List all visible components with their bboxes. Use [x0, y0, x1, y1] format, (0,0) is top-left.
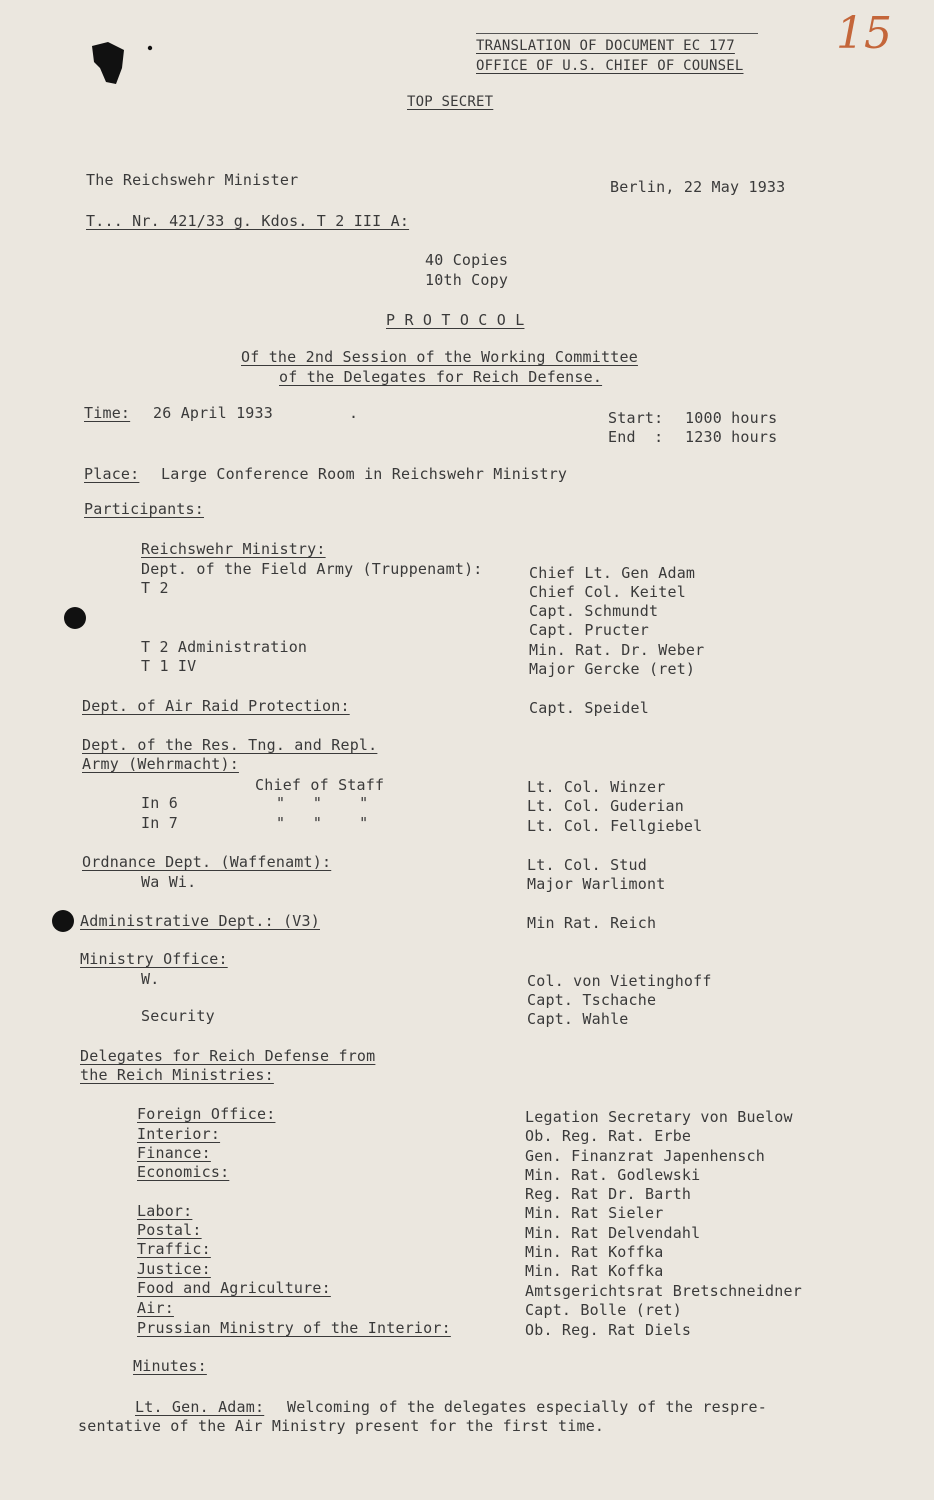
participants-label: Participants: [84, 500, 204, 518]
participant-name: Lt. Col. Guderian [527, 797, 684, 815]
reserve-label-2: Army (Wehrmacht): [82, 755, 239, 773]
title-sub-2: of the Delegates for Reich Defense. [279, 368, 603, 386]
ministry-label: Justice: [137, 1260, 211, 1278]
dept-field-army: Dept. of the Field Army (Truppenamt): [141, 560, 483, 578]
minutes-line-1: Welcoming of the delegates especially of the respre- [287, 1398, 767, 1416]
t2-label: T 2 [141, 579, 169, 597]
sender-from: The Reichswehr Minister [86, 171, 299, 189]
delegate-name: Reg. Rat Dr. Barth [525, 1185, 692, 1203]
participant-name: Capt. Tschache [527, 991, 657, 1009]
copies-count: 40 Copies [425, 251, 509, 269]
delegate-name: Gen. Finanzrat Japenhensch [525, 1147, 765, 1165]
delegate-name: Amtsgerichtsrat Bretschneidner [525, 1282, 802, 1300]
security-label: Security [141, 1007, 215, 1025]
minutes-label: Minutes: [133, 1357, 207, 1375]
delegate-name: Min. Rat Sieler [525, 1204, 664, 1222]
translation-line: TRANSLATION OF DOCUMENT EC 177 [476, 38, 735, 54]
place-label: Place: [84, 465, 140, 483]
delegates-heading-1: Delegates for Reich Defense from [80, 1047, 376, 1065]
minutes-line-2: sentative of the Air Ministry present for the first time. [78, 1417, 605, 1435]
participant-name: Major Warlimont [527, 875, 666, 893]
participant-name: Lt. Col. Stud [527, 856, 647, 874]
punch-hole [64, 607, 86, 629]
ministry-label: Finance: [137, 1144, 211, 1162]
chief-of-staff: Chief of Staff [255, 776, 385, 794]
in7-label: In 7 [141, 814, 178, 832]
participant-name: Lt. Col. Fellgiebel [527, 817, 703, 835]
delegate-name: Min. Rat Koffka [525, 1243, 664, 1261]
header-top-rule [476, 33, 758, 34]
ditto-marks: " " " [276, 794, 369, 812]
ministry-label: Foreign Office: [137, 1105, 276, 1123]
ordnance-label: Ordnance Dept. (Waffenamt): [82, 853, 332, 871]
reserve-label-1: Dept. of the Res. Tng. and Repl. [82, 736, 378, 754]
participant-name: Capt. Pructer [529, 621, 649, 639]
ministry-office-label: Ministry Office: [80, 950, 228, 968]
participant-name: Col. von Vietinghoff [527, 972, 712, 990]
place-date: Berlin, 22 May 1933 [610, 178, 786, 196]
end-label: End : [608, 428, 664, 446]
participant-name: Capt. Wahle [527, 1010, 629, 1028]
air-raid-label: Dept. of Air Raid Protection: [82, 697, 350, 715]
ministry-office-sub: W. [141, 970, 160, 988]
copy-number: 10th Copy [425, 271, 509, 289]
reference-number: T... Nr. 421/33 g. Kdos. T 2 III A: [86, 212, 410, 230]
participant-name: Chief Lt. Gen Adam [529, 564, 696, 582]
t1-iv-label: T 1 IV [141, 657, 197, 675]
participant-name: Lt. Col. Winzer [527, 778, 666, 796]
end-value: 1230 hours [685, 428, 778, 446]
title-sub-1: Of the 2nd Session of the Working Committee [241, 348, 638, 366]
delegate-name: Ob. Reg. Rat. Erbe [525, 1127, 692, 1145]
time-value: 26 April 1933 [153, 404, 273, 422]
delegate-name: Min. Rat Koffka [525, 1262, 664, 1280]
ditto-marks: " " " [276, 814, 369, 832]
participant-name: Major Gercke (ret) [529, 660, 696, 678]
ministry-label: Interior: [137, 1125, 221, 1143]
delegate-name: Capt. Bolle (ret) [525, 1301, 682, 1319]
delegate-name: Legation Secretary von Buelow [525, 1108, 793, 1126]
delegate-name: Min. Rat. Godlewski [525, 1166, 701, 1184]
punch-hole [52, 910, 74, 932]
page-number: 15 [836, 8, 892, 59]
ministry-label: Food and Agriculture: [137, 1279, 331, 1297]
time-label: Time: [84, 404, 131, 422]
participant-name: Capt. Schmundt [529, 602, 659, 620]
participant-name: Min. Rat. Dr. Weber [529, 641, 705, 659]
ministry-label: Air: [137, 1299, 174, 1317]
t2-admin-label: T 2 Administration [141, 638, 308, 656]
document-title: P R O T O C O L [386, 311, 525, 329]
participant-name: Chief Col. Keitel [529, 583, 686, 601]
ministry-label: Prussian Ministry of the Interior: [137, 1319, 451, 1337]
time-dot: . [349, 404, 359, 422]
classification: TOP SECRET [407, 94, 494, 110]
minutes-speaker: Lt. Gen. Adam: [135, 1398, 265, 1416]
ink-blot-icon [86, 38, 156, 88]
ministry-label: Postal: [137, 1221, 202, 1239]
ordnance-sub: Wa Wi. [141, 873, 197, 891]
start-label: Start: [608, 409, 664, 427]
ministry-label: Labor: [137, 1202, 193, 1220]
delegate-name: Ob. Reg. Rat Diels [525, 1321, 692, 1339]
ministry-label: Traffic: [137, 1240, 211, 1258]
delegates-heading-2: the Reich Ministries: [80, 1066, 274, 1084]
ministry-label: Economics: [137, 1163, 230, 1181]
office-line: OFFICE OF U.S. CHIEF OF COUNSEL [476, 58, 744, 74]
ministry-heading: Reichswehr Ministry: [141, 540, 326, 558]
admin-label: Administrative Dept.: (V3) [80, 912, 320, 930]
delegate-name: Min. Rat Delvendahl [525, 1224, 701, 1242]
place-value: Large Conference Room in Reichswehr Ministry [161, 465, 568, 483]
participant-name: Capt. Speidel [529, 699, 649, 717]
participant-name: Min Rat. Reich [527, 914, 657, 932]
in6-label: In 6 [141, 794, 178, 812]
start-value: 1000 hours [685, 409, 778, 427]
